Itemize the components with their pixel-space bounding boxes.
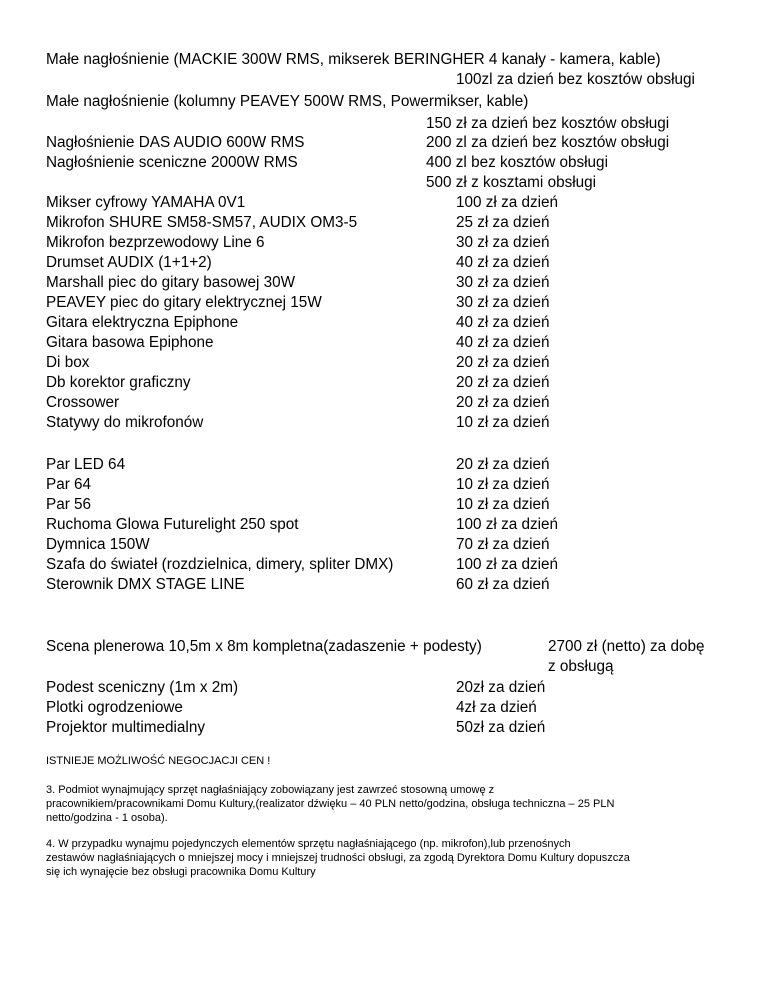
misc-price: 50zł za dzień — [456, 719, 546, 736]
misc-price: 20zł za dzień — [456, 679, 546, 696]
equipment-name: Mikrofon bezprzewodowy Line 6 — [46, 234, 265, 251]
light-price: 10 zł za dzień — [456, 476, 550, 493]
equipment-name: Marshall piec do gitary basowej 30W — [46, 274, 296, 291]
sound-peavey-price: 150 zł za dzień bez kosztów obsługi — [426, 115, 670, 132]
light-name: Sterownik DMX STAGE LINE — [46, 576, 245, 593]
note-3-line: pracownikiem/pracownikami Domu Kultury,(realizator dźwięku – 40 PLN netto/godzina, obsługa techniczna – 25 PLN — [46, 798, 615, 810]
equipment-price: 30 zł za dzień — [456, 234, 550, 251]
misc-name: Projektor multimedialny — [46, 719, 205, 736]
equipment-name: Gitara elektryczna Epiphone — [46, 314, 239, 331]
equipment-name: Statywy do mikrofonów — [46, 414, 204, 431]
equipment-name: Drumset AUDIX (1+1+2) — [46, 254, 212, 271]
light-name: Par LED 64 — [46, 456, 126, 473]
equipment-price: 30 zł za dzień — [456, 274, 550, 291]
sound-das-price: 200 zl za dzień bez kosztów obsługi — [426, 134, 670, 151]
equipment-price: 40 zł za dzień — [456, 314, 550, 331]
sound-stage2000-price: 400 zl bez kosztów obsługi — [426, 154, 608, 171]
equipment-name: PEAVEY piec do gitary elektrycznej 15W — [46, 294, 322, 311]
light-price: 100 zł za dzień — [456, 556, 559, 573]
light-name: Ruchoma Glowa Futurelight 250 spot — [46, 516, 299, 533]
light-price: 20 zł za dzień — [456, 456, 550, 473]
sound-das-name: Nagłośnienie DAS AUDIO 600W RMS — [46, 134, 305, 151]
equipment-price: 40 zł za dzień — [456, 334, 550, 351]
note-3-line: 3. Podmiot wynajmujący sprzęt nagłaśniający zobowiązany jest zawrzeć stosowną umowę z — [46, 784, 495, 796]
stage-price: 2700 zł (netto) za dobę — [548, 638, 705, 655]
stage-name: Scena plenerowa 10,5m x 8m kompletna(zadaszenie + podesty) — [46, 638, 482, 655]
equipment-price: 20 zł za dzień — [456, 394, 550, 411]
equipment-price: 25 zł za dzień — [456, 214, 550, 231]
sound-mackie-name: Małe nagłośnienie (MACKIE 300W RMS, mikserek BERINGHER 4 kanały - kamera, kable) — [46, 51, 661, 68]
equipment-name: Mikrofon SHURE SM58-SM57, AUDIX OM3-5 — [46, 214, 358, 231]
equipment-name: Di box — [46, 354, 90, 371]
equipment-name: Crossower — [46, 394, 120, 411]
stage-price-service: z obsługą — [548, 658, 614, 675]
light-name: Dymnica 150W — [46, 536, 150, 553]
equipment-name: Db korektor graficzny — [46, 374, 191, 391]
light-name: Par 64 — [46, 476, 92, 493]
note-4-line: się ich wynajęcie bez obsługi pracownika Domu Kultury — [46, 866, 316, 878]
negotiation-note: ISTNIEJE MOŻLIWOŚĆ NEGOCJACJI CEN ! — [46, 755, 271, 767]
equipment-price: 40 zł za dzień — [456, 254, 550, 271]
sound-mackie-price: 100zl za dzień bez kosztów obsługi — [456, 71, 695, 88]
equipment-price: 20 zł za dzień — [456, 374, 550, 391]
misc-name: Podest sceniczny (1m x 2m) — [46, 679, 239, 696]
sound-stage2000-price-service: 500 zł z kosztami obsługi — [426, 174, 597, 191]
note-4-line: zestawów nagłaśniających o mniejszej mocy i mniejszej trudności obsługi, za zgodą Dyrektora Domu Kultury dopuszcza — [46, 852, 630, 864]
note-3-line: netto/godzina - 1 osoba). — [46, 812, 168, 824]
equipment-price: 30 zł za dzień — [456, 294, 550, 311]
equipment-name: Gitara basowa Epiphone — [46, 334, 214, 351]
light-name: Szafa do świateł (rozdzielnica, dimery, spliter DMX) — [46, 556, 394, 573]
sound-stage2000-name: Nagłośnienie sceniczne 2000W RMS — [46, 154, 298, 171]
light-price: 60 zł za dzień — [456, 576, 550, 593]
light-price: 10 zł za dzień — [456, 496, 550, 513]
light-price: 100 zł za dzień — [456, 516, 559, 533]
sound-peavey-name: Małe nagłośnienie (kolumny PEAVEY 500W RMS, Powermikser, kable) — [46, 93, 529, 110]
equipment-price: 20 zł za dzień — [456, 354, 550, 371]
misc-name: Plotki ogrodzeniowe — [46, 699, 183, 716]
light-price: 70 zł za dzień — [456, 536, 550, 553]
equipment-name: Mikser cyfrowy YAMAHA 0V1 — [46, 194, 246, 211]
light-name: Par 56 — [46, 496, 92, 513]
misc-price: 4zł za dzień — [456, 699, 537, 716]
note-4-line: 4. W przypadku wynajmu pojedynczych elementów sprzętu nagłaśniającego (np. mikrofon),lub przenośnych — [46, 838, 571, 850]
equipment-price: 10 zł za dzień — [456, 414, 550, 431]
equipment-price: 100 zł za dzień — [456, 194, 559, 211]
